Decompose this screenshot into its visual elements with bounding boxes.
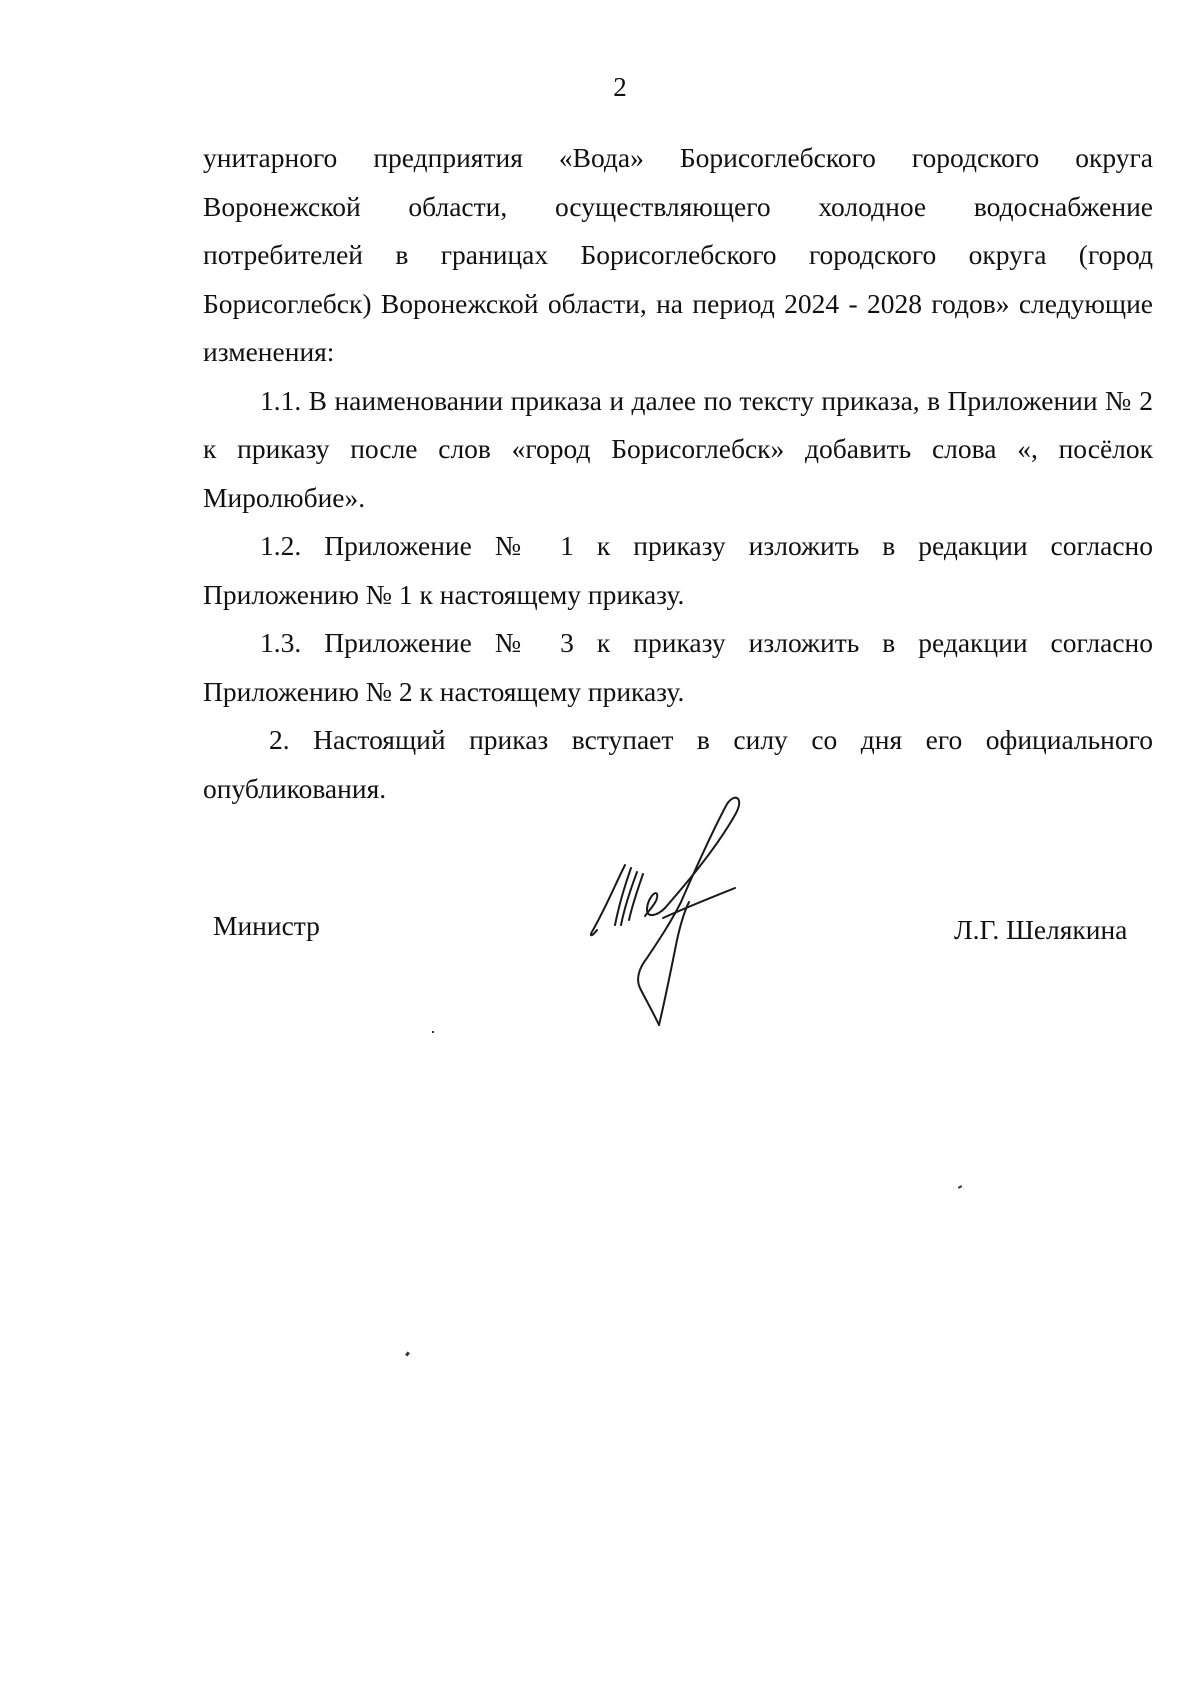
scan-speck [432,1031,434,1033]
paragraph-1-1: 1.1. В наименовании приказа и далее по тексту приказа, в Приложении № 2 к приказу после слов «город Борисоглебск» добавить слова «, посёлок Миролюбие». [203,384,1153,513]
paragraph-continuation: унитарного предприятия «Вода» Борисоглебского городского округа Воронежской области, осуществляющего холодное водоснабжение потребителей в границах Борисоглебского городского округа (город Борисоглебск) Воронежской области, на период 2024 - 2028 годов» следующие изменения: [203,142,1153,367]
scan-speck [958,1185,962,1189]
signer-position: Министр [213,910,320,941]
page-number: 2 [613,72,627,102]
signer-name: Л.Г. Шелякина [954,914,1128,945]
paragraph-1-3: 1.3. Приложение № 3 к приказу изложить в редакции согласно Приложению № 2 к настоящему приказу. [203,627,1153,707]
document-body [203,134,1153,813]
scan-speck [405,1352,410,1357]
paragraph-2: 2. Настоящий приказ вступает в силу со дня его официального опубликования. [203,724,1153,804]
handwritten-signature [585,790,765,1050]
paragraph-1-2: 1.2. Приложение № 1 к приказу изложить в редакции согласно Приложению № 1 к настоящему приказу. [203,530,1153,610]
